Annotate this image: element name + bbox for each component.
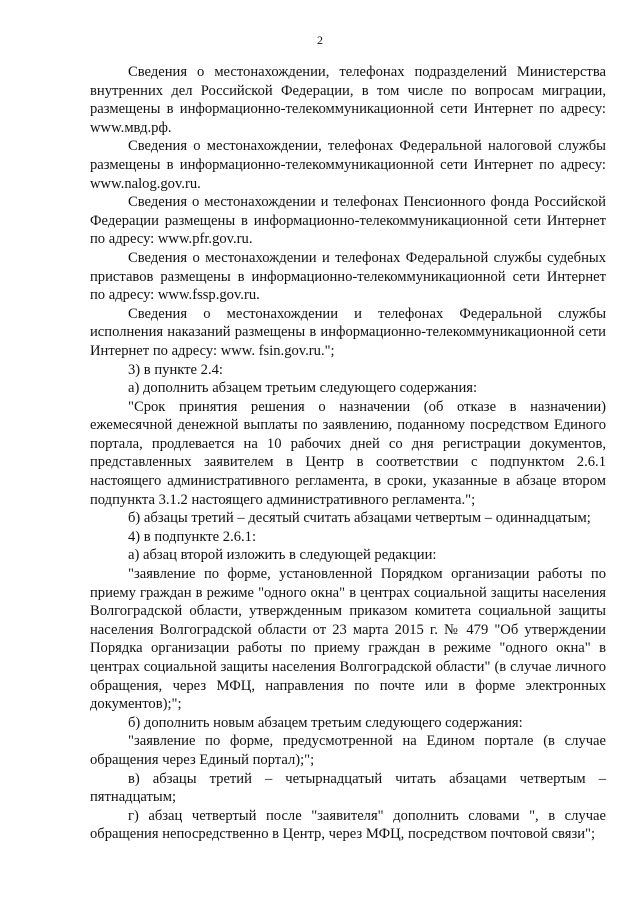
paragraph-item-3: 3) в пункте 2.4:: [128, 361, 223, 378]
page-number: 2: [317, 33, 323, 47]
paragraph-decision-term: "Срок принятия решения о назначении (об отказе в назначении) ежемесячной денежной выплаты по заявлению, поданному посредством Единого портала, продлевается на 10 рабочих дней со дня регистрации документов, представленных заявителем в Центр в соответствии с подпунктом 2.6.1 настоящего административного регламента, в сроки, указанные в абзаце втором подпункта 3.1.2 настоящего административного регламента.";: [90, 398, 606, 508]
paragraph-fssp-contacts: Сведения о местонахождении и телефонах Федеральной службы судебных приставов размещены в информационно-телекоммуникационной сети Интернет по адресу: www.fssp.gov.ru.: [90, 249, 606, 304]
document-body: [90, 63, 606, 844]
paragraph-application-form: "заявление по форме, установленной Порядком организации работы по приему граждан в режиме "одного окна" в центрах социальной защиты населения Волгоградской области, утвержденным приказом комитета социальной защиты населения Волгоградской области от 23 марта 2015 г. № 479 "Об утверждении Порядка организации работы по приему граждан в режиме "одного окна" в центрах социальной защиты населения Волгоградской области" (в случае личного обращения, через МФЦ, направления по почте или в форме электронных документов);";: [90, 566, 606, 713]
paragraph-nalog-contacts: Сведения о местонахождении, телефонах Федеральной налоговой службы размещены в информационно-телекоммуникационной сети Интернет по адресу: www.nalog.gov.ru.: [90, 138, 606, 192]
paragraph-item-4a: а) абзац второй изложить в следующей редакции:: [128, 547, 437, 564]
paragraph-mvd-contacts: Сведения о местонахождении, телефонах подразделений Министерства внутренних дел Российской Федерации, в том числе по вопросам миграции, размещены в информационно-телекоммуникационной сети Интернет по адресу: www.мвд.рф.: [90, 64, 606, 136]
paragraph-item-4v: в) абзацы третий – четырнадцатый читать абзацами четвертым – пятнадцатым;: [90, 770, 606, 806]
paragraph-item-4b: б) дополнить новым абзацем третьим следующего содержания:: [128, 714, 523, 731]
paragraph-fsin-contacts: Сведения о местонахождении и телефонах Федеральной службы исполнения наказаний размещены в информационно-телекоммуникационной сети Интернет по адресу: www. fsin.gov.ru.";: [90, 305, 606, 359]
paragraph-item-4: 4) в подпункте 2.6.1:: [128, 528, 257, 545]
paragraph-portal-application: "заявление по форме, предусмотренной на Едином портале (в случае обращения через Единый портал);";: [90, 733, 606, 768]
paragraph-item-3a: а) дополнить абзацем третьим следующего содержания:: [128, 380, 478, 397]
paragraph-pfr-contacts: Сведения о местонахождении и телефонах Пенсионного фонда Российской Федерации размещены в информационно-телекоммуникационной сети Интернет по адресу: www.pfr.gov.ru.: [90, 194, 606, 248]
paragraph-item-4g: г) абзац четвертый после "заявителя" дополнить словами ", в случае обращения непосредственно в Центр, через МФЦ, посредством почтовой связи";: [90, 807, 606, 843]
paragraph-item-3b: б) абзацы третий – десятый считать абзацами четвертым – одиннадцатым;: [128, 510, 591, 527]
